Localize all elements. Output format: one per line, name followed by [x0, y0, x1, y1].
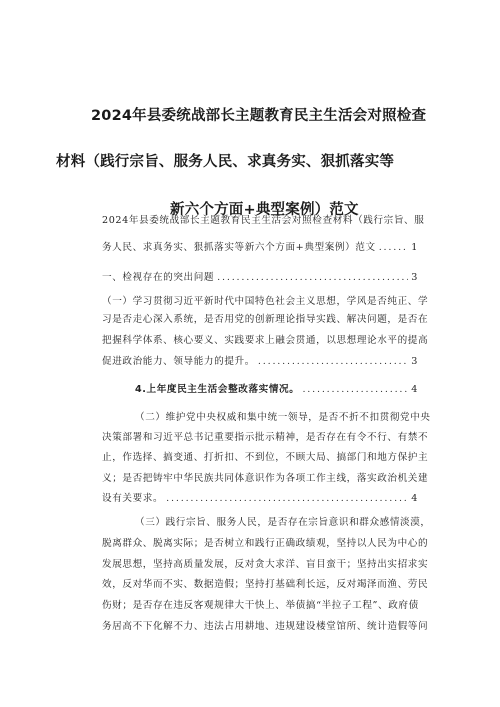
- toc-entry-1-line-1[interactable]: 2024年县委统战部长主题教育民主生活会对照检查材料（践行宗旨、服: [102, 215, 425, 226]
- toc-page-number: 3: [411, 356, 418, 367]
- toc-entry-3-line-3[interactable]: 把握科学体系、核心要义、实践要求上融会贯通，以思想理论水平的提高: [102, 335, 429, 346]
- toc-entry-2[interactable]: 一、检视存在的突出问题 ..... 3: [102, 269, 418, 283]
- toc-entry-3-line-1[interactable]: （一）学习贯彻习近平新时代中国特色社会主义思想，学风是否纯正、学: [102, 296, 429, 307]
- dot-leader: [166, 493, 408, 504]
- toc-entry-5-line-4[interactable]: 义；是否把铸牢中华民族共同体意识作为各项工作主线，落实政治机关建: [102, 473, 429, 484]
- toc-page-number: 3: [411, 272, 418, 283]
- toc-page-number: 1: [411, 242, 418, 253]
- toc-entry-3-line-4[interactable]: 促进政治能力、领导能力的提升。 ..... 3: [102, 353, 418, 367]
- toc-page-number: 4: [411, 493, 418, 504]
- document-title-line-2: 材料（践行宗旨、服务人民、求真务实、狠抓落实等: [56, 154, 395, 170]
- toc-entry-5-line-5[interactable]: 设有关要求。 ..... 4: [102, 490, 418, 504]
- toc-entry-6-line-4[interactable]: 效，反对华而不实、数据造假；坚持打基础利长远，反对竭泽而渔、劳民: [102, 579, 429, 590]
- dot-leader: [379, 242, 409, 253]
- toc-entry-1-line-2[interactable]: 务人民、求真务实、狠抓落实等新六个方面+典型案例）范文 ..... 1: [102, 239, 418, 253]
- toc-entry-6-line-5[interactable]: 伤财；是否存在违反客观规律大干快上、举债搞“半拉子工程”、政府债: [102, 600, 419, 611]
- document-title-line-3: 新六个方面+典型案例）范文: [170, 202, 359, 218]
- dot-leader: [217, 272, 408, 283]
- toc-entry-6-line-6[interactable]: 务居高不下化解不力、违法占用耕地、违规建设楼堂馆所、统计造假等问: [102, 621, 429, 632]
- toc-page-number: 4: [411, 384, 418, 395]
- dot-leader: [302, 384, 408, 395]
- dot-leader: [258, 356, 408, 367]
- toc-entry-6-line-3[interactable]: 发展思想，坚持高质量发展，反对贪大求洋、盲目蛮干；坚持出实招求实: [102, 559, 429, 570]
- toc-entry-4[interactable]: 4.上年度民主生活会整改落实情况。 ..... 4: [135, 381, 418, 395]
- toc-entry-5-line-2[interactable]: 决策部署和习近平总书记重要指示批示精神，是否存在有令不行、有禁不: [102, 432, 429, 443]
- document-title-line-1: 2024年县委统战部长主题教育民主生活会对照检查: [91, 108, 427, 124]
- toc-entry-6-line-2[interactable]: 脱离群众、脱离实际；是否树立和践行正确政绩观，坚持以人民为中心的: [102, 538, 429, 549]
- toc-entry-5-line-3[interactable]: 止，作选择、搞变通、打折扣、不到位，不顾大局、搞部门和地方保护主: [102, 452, 429, 463]
- toc-entry-3-line-2[interactable]: 习是否走心深入系统，是否用党的创新理论指导实践、解决问题，是否在: [102, 314, 429, 325]
- toc-entry-5-line-1[interactable]: （二）维护党中央权威和集中统一领导，是否不折不扣贯彻党中央: [135, 412, 431, 423]
- toc-entry-6-line-1[interactable]: （三）践行宗旨、服务人民，是否存在宗旨意识和群众感情淡漠，: [135, 517, 431, 528]
